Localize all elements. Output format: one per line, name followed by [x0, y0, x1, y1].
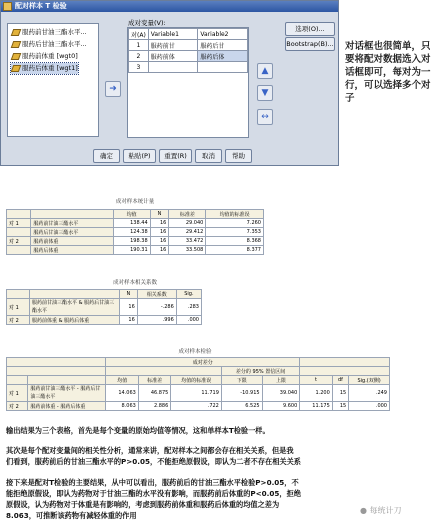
table3-title: 成对样本检验 [178, 349, 212, 355]
dialog-app-icon [3, 2, 12, 11]
header-cell: 均值的标准误 [171, 376, 222, 385]
row-label: 服药后体重 [31, 246, 113, 255]
paired-correlations-table [6, 289, 202, 325]
cell: .283 [176, 299, 201, 316]
cell: 33.472 [169, 237, 206, 246]
table-row [7, 299, 202, 316]
dialog-annotation: 对话框也很简单，只要将配对数据选入对话框即可，每对为一行，可以选择多个对子 [345, 41, 431, 104]
cell: 39.040 [262, 385, 300, 402]
header-cell: 上限 [262, 376, 300, 385]
cell: 8.063 [106, 402, 138, 411]
cell: 124.38 [113, 228, 150, 237]
pair-index: 1 [129, 40, 149, 51]
cell: 16 [150, 219, 169, 228]
dialog-title: 配对样本 T 检验 [15, 2, 67, 10]
header-cell [7, 290, 30, 299]
header-cell [7, 376, 28, 385]
cell: 8.368 [206, 237, 264, 246]
watermark-text: 每统计刀 [369, 506, 402, 515]
bootstrap-button[interactable]: Bootstrap(B)... [285, 37, 335, 51]
scale-variable-icon [11, 53, 22, 60]
pair-var2[interactable] [198, 62, 248, 73]
help-button[interactable]: 帮助 [225, 149, 252, 163]
header-cell [300, 367, 390, 376]
row-header: 对 1 [7, 219, 31, 228]
row-header: 对 1 [7, 299, 30, 316]
header-cell: 下限 [221, 376, 262, 385]
row-header: 对 2 [7, 237, 31, 246]
row-label: 服药前体重 [31, 237, 113, 246]
cell: 16 [150, 246, 169, 255]
ci-header: 差分的 95% 置信区间 [221, 367, 299, 376]
cell: 15 [332, 402, 348, 411]
table-row [7, 228, 264, 237]
scale-variable-icon [11, 29, 22, 36]
cell: 11.719 [171, 385, 222, 402]
scale-variable-icon [11, 41, 22, 48]
paragraph-test-line4: 8.063，可推断该药物有减轻体重的作用 [6, 511, 137, 520]
header-cell: 相关系数 [137, 290, 176, 299]
header-cell: t [300, 376, 332, 385]
variable-label: 服药前甘油三酯水平... [22, 28, 87, 36]
header-cell: N [120, 290, 138, 299]
cell: 138.44 [113, 219, 150, 228]
cell: .249 [349, 385, 390, 402]
cancel-button[interactable]: 取消 [195, 149, 222, 163]
source-variable-list[interactable] [7, 23, 99, 137]
cell: 14.063 [106, 385, 138, 402]
table-row [7, 246, 264, 255]
paired-t-test-dialog [0, 0, 339, 166]
paragraph-test-line3: 原假设，认为药物对于体重是有影响的，考虑到服药前体重和服药后体重的均值之差为 [6, 500, 280, 509]
pairs-header-var2: Variable2 [198, 29, 248, 40]
arrow-right-icon[interactable]: ➜ [105, 81, 121, 97]
cell: 46.875 [138, 385, 170, 402]
dialog-title-bar [1, 1, 338, 12]
row-label: 服药前甘油三酯水平 - 服药后甘油三酯水平 [28, 385, 106, 402]
table-row [7, 316, 202, 325]
arrow-up-icon[interactable]: ▲ [257, 63, 273, 79]
paragraph-summary: 输出结果为三个表格，首先是每个变量的原始均值等情况，这和单样本T检验一样。 [6, 426, 270, 435]
paragraph-correlation-line1: 其次是每个配对变量间的相关性分析，通常来讲，配对样本之间都会存在相关关系，但是我 [6, 446, 294, 455]
row-label: 服药后甘油三酯水平 [31, 228, 113, 237]
cell: 33.508 [169, 246, 206, 255]
pair-index: 2 [129, 51, 149, 62]
header-cell [31, 210, 113, 219]
variable-item[interactable] [11, 27, 87, 38]
cell: .000 [176, 316, 201, 325]
header-cell: Sig.(双侧) [349, 376, 390, 385]
header-cell: N [150, 210, 169, 219]
cell: 11.175 [300, 402, 332, 411]
cell: -.286 [137, 299, 176, 316]
row-header [7, 246, 31, 255]
paragraph-correlation-line2: 们看到，服药前后的甘油三酯水平的P>0.05，不能拒绝原假设，即认为二者不存在相关关系 [6, 457, 301, 466]
cell: .000 [349, 402, 390, 411]
cell: 29.040 [169, 219, 206, 228]
cell: 198.38 [113, 237, 150, 246]
header-cell [300, 358, 390, 367]
pair-var1[interactable]: 服药前体 [148, 51, 198, 62]
cell: 15 [332, 385, 348, 402]
pair-var1[interactable]: 服药前甘 [148, 40, 198, 51]
paste-button[interactable]: 粘贴(P) [123, 149, 156, 163]
cell: 7.260 [206, 219, 264, 228]
paired-test-table [6, 357, 390, 411]
swap-icon[interactable]: ↔ [257, 109, 273, 125]
paragraph-test-line1: 接下来是配对T检验的主要结果，从中可以看出，服药前后的甘油三酯水平检验P>0.05，不 [6, 478, 299, 487]
pairs-header-pair: 对(A) [129, 29, 149, 40]
pairs-header-var1: Variable1 [148, 29, 198, 40]
header-cell: 均值的标准误 [206, 210, 264, 219]
cell: 8.377 [206, 246, 264, 255]
header-cell: df [332, 376, 348, 385]
header-cell [30, 290, 120, 299]
cell: .996 [137, 316, 176, 325]
header-cell [28, 376, 106, 385]
watermark [360, 505, 402, 516]
header-cell: 标准差 [169, 210, 206, 219]
paragraph-test-line2: 能拒绝原假设，即认为药物对于甘油三酯的水平没有影响，而服药前后体重的P<0.05，拒绝 [6, 489, 301, 498]
header-cell: 标准差 [138, 376, 170, 385]
table-row [7, 385, 390, 402]
header-cell [7, 358, 106, 367]
cell: 2.886 [138, 402, 170, 411]
cell: 16 [150, 237, 169, 246]
row-label: 服药前体重 - 服药后体重 [28, 402, 106, 411]
cell: 29.412 [169, 228, 206, 237]
table1-title: 成对样本统计量 [115, 199, 155, 205]
cell: 6.525 [221, 402, 262, 411]
cell: -10.915 [221, 385, 262, 402]
cell: 7.353 [206, 228, 264, 237]
pair-var2[interactable]: 服药后体 [198, 51, 248, 62]
variable-item[interactable] [11, 39, 87, 50]
cell: 16 [150, 228, 169, 237]
row-label: 服药前体重 & 服药后体重 [30, 316, 120, 325]
table-row [7, 219, 264, 228]
cell: .722 [171, 402, 222, 411]
paired-stats-table [6, 209, 264, 255]
row-header: 对 1 [7, 385, 28, 402]
row-label: 服药前甘油三酯水平 [31, 219, 113, 228]
variable-label: 服药前体重 [wgt0] [22, 52, 78, 60]
header-cell: 均值 [113, 210, 150, 219]
header-cell [7, 210, 31, 219]
pair-index: 3 [129, 62, 149, 73]
paired-variables-grid[interactable] [127, 27, 249, 138]
table-row [7, 402, 390, 411]
row-header: 对 2 [7, 402, 28, 411]
cell: 190.31 [113, 246, 150, 255]
variable-label: 服药后甘油三酯水平... [22, 40, 87, 48]
header-cell: Sig. [176, 290, 201, 299]
variable-item-selected[interactable] [11, 63, 78, 74]
variable-item[interactable] [11, 51, 78, 62]
pair-var2[interactable]: 服药后甘 [198, 40, 248, 51]
row-header [7, 228, 31, 237]
reset-button[interactable]: 重置(R) [159, 149, 192, 163]
group-header: 成对差分 [106, 358, 300, 367]
scale-variable-icon [11, 65, 22, 72]
cell: 16 [120, 299, 138, 316]
table-row [7, 237, 264, 246]
variable-label: 服药后体重 [wgt1] [22, 64, 78, 72]
row-header: 对 2 [7, 316, 30, 325]
header-cell: 均值 [106, 376, 138, 385]
cell: 16 [120, 316, 138, 325]
watermark-icon: ● [360, 506, 370, 515]
arrow-down-icon[interactable]: ▼ [257, 85, 273, 101]
pairs-label: 成对变量(V): [128, 19, 166, 27]
row-label: 服药前甘油三酯水平 & 服药后甘油三酯水平 [30, 299, 120, 316]
cell: 1.200 [300, 385, 332, 402]
header-cell [106, 367, 222, 376]
ok-button[interactable]: 确定 [93, 149, 120, 163]
pair-var1[interactable] [148, 62, 198, 73]
options-button[interactable]: 选项(O)... [285, 22, 335, 36]
cell: 9.600 [262, 402, 300, 411]
table2-title: 成对样本相关系数 [112, 280, 157, 286]
header-cell [7, 367, 106, 376]
